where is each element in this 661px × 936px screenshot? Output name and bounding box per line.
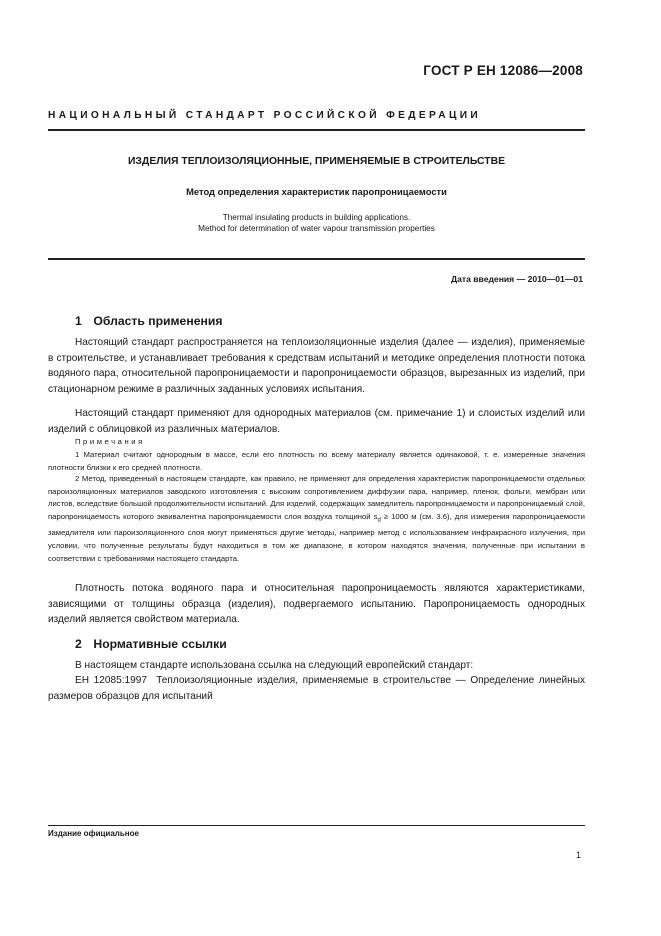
- standard-header: НАЦИОНАЛЬНЫЙ СТАНДАРТ РОССИЙСКОЙ ФЕДЕРАЦИИ: [48, 110, 482, 121]
- normative-reference: [48, 673, 585, 704]
- note-2-subscript: d: [377, 517, 381, 524]
- reference-text: Теплоизоляционные изделия, применяемые в строительстве — Определение линейных размеров образцов для испытаний: [48, 675, 585, 702]
- section-1-paragraph-1: Настоящий стандарт распространяется на теплоизоляционные изделия (далее — изделия), применяемые в строительстве, и устанавливает требования к средствам испытаний и методике определения плотности потока водяного пара, относительной паропроницаемости и паропроницаемости образцов, вырезанных из изделий, при стационарном режиме в различных заданных условиях испытания.: [48, 337, 585, 395]
- english-title-line-1: Thermal insulating products in building applications.: [222, 213, 411, 222]
- section-2-heading: [75, 637, 227, 651]
- introduction-date: Дата введения — 2010—01—01: [450, 274, 583, 284]
- section-1-number: 1: [75, 314, 82, 328]
- note-2-text-b: ≥ 1000 м (см. 3.6), для измерения паропроницаемости замедлителя или пароизоляционного слоя могут применяться другие методы, например метод с использованием инфракрасного излучения, при условии, что полученные результаты будут находиться в том же диапазоне, в котором находятся значения, полученные при испытании в соответствии с требованиями настоящего стандарта.: [48, 512, 585, 563]
- note-1: 1 Материал считают однородным в массе, если его плотность по всему материалу является одинаковой, т. е. измеренные значения плотности близки к его средней плотности.: [48, 450, 585, 472]
- document-subtitle: Метод определения характеристик паропроницаемости: [186, 186, 447, 197]
- note-2-text-a: 2 Метод, приведенный в настоящем стандарте, как правило, не применяют для определения характеристик паропроницаемости отдельных пароизоляционных материалов заводского изготовления с высоким сопротивлением диффузии пара, например, пленок, фольги, мембран или листов, вследствие большой продолжительности испытаний. Для изделий, содержащих замедлитель паропроницаемости и паропроницаемый слой, паропроницаемость которого эквивалентна паропроницаемости слоя воздуха толщиной s: [48, 474, 585, 522]
- section-1-title: Область применения: [93, 314, 223, 328]
- section-2-number: 2: [75, 637, 82, 651]
- document-title: ИЗДЕЛИЯ ТЕПЛОИЗОЛЯЦИОННЫЕ, ПРИМЕНЯЕМЫЕ В СТРОИТЕЛЬСТВЕ: [127, 156, 506, 167]
- section-1-paragraph-3: Плотность потока водяного пара и относительная паропроницаемость являются характеристиками, зависящими от толщины образца (изделия), подвергаемого испытанию. Паропроницаемость однородных изделий является свойством материала.: [48, 583, 585, 625]
- section-1-heading: [75, 314, 222, 328]
- page-number: 1: [575, 850, 581, 860]
- document-code: ГОСТ Р ЕН 12086—2008: [423, 63, 583, 78]
- note-2: [48, 473, 585, 565]
- section-1-paragraph-2: Настоящий стандарт применяют для однородных материалов (см. примечание 1) и слоистых изделий или изделий с облицовкой из различных материалов.: [48, 408, 585, 435]
- english-title-line-2: Method for determination of water vapour transmission properties: [198, 224, 435, 233]
- title-divider: [48, 258, 585, 260]
- reference-code: ЕН 12085:1997: [75, 675, 147, 686]
- footer-divider: [48, 825, 585, 826]
- notes-label: Примечания: [75, 437, 145, 446]
- header-divider: [48, 129, 585, 131]
- edition-label: Издание официальное: [48, 829, 139, 838]
- section-2-title: Нормативные ссылки: [93, 637, 227, 651]
- section-2-paragraph-1: В настоящем стандарте использована ссылка на следующий европейский стандарт:: [75, 660, 474, 671]
